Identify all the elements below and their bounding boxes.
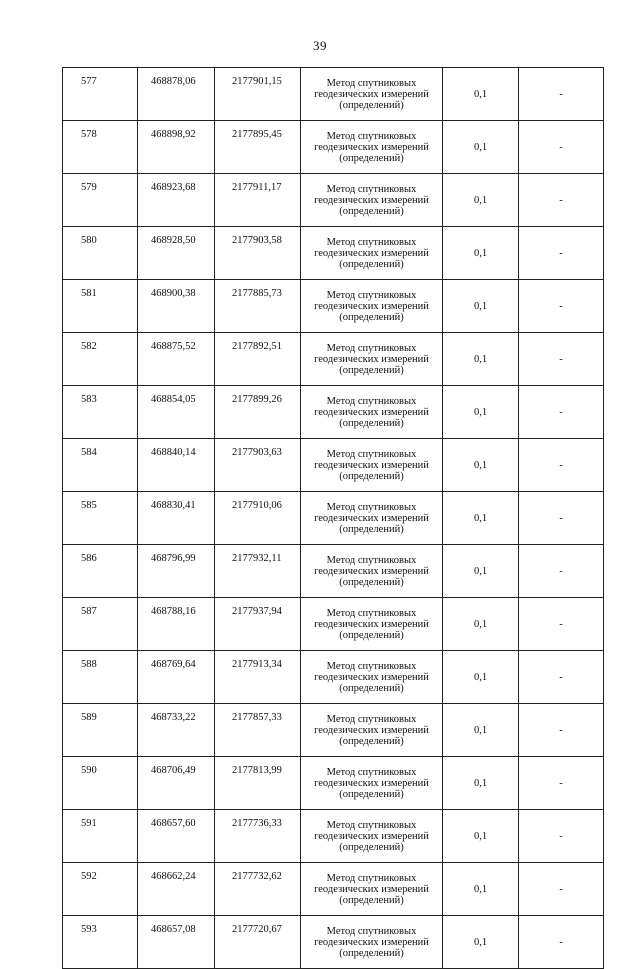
coordinate-y-cell: 2177937,94 [215,598,301,651]
method-line: (определений) [339,470,404,482]
point-number-cell: 584 [63,439,138,492]
point-number-cell: 583 [63,386,138,439]
method-cell [301,863,443,916]
method-line: геодезических измерений [314,671,429,683]
method-line: геодезических измерений [314,724,429,736]
note-cell: - [519,492,604,545]
method-cell [301,68,443,121]
method-line: Метод спутниковых [326,554,417,566]
coordinate-y-cell: 2177857,33 [215,704,301,757]
accuracy-cell: 0,1 [443,704,519,757]
coordinate-x-cell: 468840,14 [138,439,215,492]
method-line: геодезических измерений [314,88,429,100]
note-cell: - [519,68,604,121]
note-cell: - [519,121,604,174]
point-number-cell: 578 [63,121,138,174]
method-line: Метод спутниковых [326,448,417,460]
point-number-cell: 591 [63,810,138,863]
coordinate-y-cell: 2177892,51 [215,333,301,386]
accuracy-cell: 0,1 [443,545,519,598]
point-number-cell: 593 [63,916,138,969]
accuracy-cell: 0,1 [443,333,519,386]
note-cell: - [519,439,604,492]
note-cell: - [519,598,604,651]
table-row [63,651,604,704]
method-line: геодезических измерений [314,194,429,206]
table-row [63,863,604,916]
method-line: (определений) [339,364,404,376]
method-line: Метод спутниковых [326,130,417,142]
method-line: (определений) [339,417,404,429]
point-number-cell: 587 [63,598,138,651]
coordinate-x-cell: 468923,68 [138,174,215,227]
accuracy-cell: 0,1 [443,386,519,439]
table-row [63,439,604,492]
method-line: (определений) [339,205,404,217]
method-line: (определений) [339,523,404,535]
method-cell [301,704,443,757]
coordinate-y-cell: 2177885,73 [215,280,301,333]
coordinate-y-cell: 2177720,67 [215,916,301,969]
method-line: Метод спутниковых [326,766,417,778]
coordinate-x-cell: 468733,22 [138,704,215,757]
note-cell: - [519,227,604,280]
method-cell [301,757,443,810]
coordinate-x-cell: 468900,38 [138,280,215,333]
method-line: геодезических измерений [314,883,429,895]
accuracy-cell: 0,1 [443,68,519,121]
coordinate-y-cell: 2177732,62 [215,863,301,916]
method-cell [301,121,443,174]
accuracy-cell: 0,1 [443,598,519,651]
table-row [63,492,604,545]
method-cell [301,598,443,651]
accuracy-cell: 0,1 [443,863,519,916]
method-line: (определений) [339,258,404,270]
coordinate-x-cell: 468662,24 [138,863,215,916]
table-row [63,68,604,121]
table-row [63,545,604,598]
note-cell: - [519,916,604,969]
note-cell: - [519,704,604,757]
coordinate-x-cell: 468769,64 [138,651,215,704]
method-cell [301,386,443,439]
method-line: (определений) [339,152,404,164]
table-row [63,598,604,651]
method-line: (определений) [339,311,404,323]
coordinate-x-cell: 468657,60 [138,810,215,863]
point-number-cell: 579 [63,174,138,227]
coordinate-x-cell: 468854,05 [138,386,215,439]
coordinates-table [62,67,604,969]
point-number-cell: 592 [63,863,138,916]
table-row [63,810,604,863]
accuracy-cell: 0,1 [443,227,519,280]
coordinate-y-cell: 2177910,06 [215,492,301,545]
method-line: геодезических измерений [314,512,429,524]
method-line: геодезических измерений [314,300,429,312]
coordinate-x-cell: 468706,49 [138,757,215,810]
accuracy-cell: 0,1 [443,810,519,863]
method-line: Метод спутниковых [326,713,417,725]
method-line: геодезических измерений [314,936,429,948]
coordinate-y-cell: 2177911,17 [215,174,301,227]
note-cell: - [519,545,604,598]
coordinate-x-cell: 468657,08 [138,916,215,969]
point-number-cell: 586 [63,545,138,598]
method-line: (определений) [339,682,404,694]
method-cell [301,280,443,333]
table-row [63,174,604,227]
method-line: геодезических измерений [314,141,429,153]
note-cell: - [519,174,604,227]
coordinate-y-cell: 2177901,15 [215,68,301,121]
method-line: (определений) [339,99,404,111]
method-line: геодезических измерений [314,406,429,418]
point-number-cell: 585 [63,492,138,545]
method-line: Метод спутниковых [326,660,417,672]
point-number-cell: 577 [63,68,138,121]
method-line: Метод спутниковых [326,236,417,248]
method-line: (определений) [339,947,404,959]
point-number-cell: 582 [63,333,138,386]
coordinate-y-cell: 2177903,63 [215,439,301,492]
coordinate-y-cell: 2177813,99 [215,757,301,810]
table-row [63,386,604,439]
coordinate-x-cell: 468875,52 [138,333,215,386]
method-cell [301,545,443,598]
method-line: геодезических измерений [314,777,429,789]
point-number-cell: 588 [63,651,138,704]
method-line: (определений) [339,841,404,853]
method-line: геодезических измерений [314,618,429,630]
method-line: Метод спутниковых [326,607,417,619]
coordinate-x-cell: 468830,41 [138,492,215,545]
point-number-cell: 581 [63,280,138,333]
note-cell: - [519,757,604,810]
note-cell: - [519,810,604,863]
method-line: Метод спутниковых [326,183,417,195]
coordinate-y-cell: 2177899,26 [215,386,301,439]
method-cell [301,333,443,386]
method-line: Метод спутниковых [326,819,417,831]
method-line: геодезических измерений [314,353,429,365]
point-number-cell: 589 [63,704,138,757]
coordinate-y-cell: 2177903,58 [215,227,301,280]
accuracy-cell: 0,1 [443,651,519,704]
method-cell [301,492,443,545]
table-row [63,121,604,174]
table-row [63,333,604,386]
method-line: Метод спутниковых [326,872,417,884]
note-cell: - [519,333,604,386]
method-line: Метод спутниковых [326,395,417,407]
table-row [63,757,604,810]
table-row [63,916,604,969]
method-cell [301,810,443,863]
method-line: (определений) [339,629,404,641]
coordinate-y-cell: 2177932,11 [215,545,301,598]
method-line: (определений) [339,576,404,588]
table-row [63,227,604,280]
accuracy-cell: 0,1 [443,280,519,333]
method-line: Метод спутниковых [326,501,417,513]
coordinate-x-cell: 468878,06 [138,68,215,121]
method-line: Метод спутниковых [326,342,417,354]
note-cell: - [519,651,604,704]
accuracy-cell: 0,1 [443,439,519,492]
point-number-cell: 580 [63,227,138,280]
coordinate-x-cell: 468788,16 [138,598,215,651]
method-cell [301,227,443,280]
coordinates-table-body [63,68,604,969]
method-cell [301,651,443,704]
accuracy-cell: 0,1 [443,121,519,174]
method-cell [301,439,443,492]
coordinate-y-cell: 2177913,34 [215,651,301,704]
coordinate-x-cell: 468928,50 [138,227,215,280]
coordinate-x-cell: 468796,99 [138,545,215,598]
method-line: (определений) [339,788,404,800]
method-line: Метод спутниковых [326,925,417,937]
method-line: геодезических измерений [314,459,429,471]
note-cell: - [519,280,604,333]
table-row [63,704,604,757]
method-line: (определений) [339,735,404,747]
method-cell [301,916,443,969]
method-line: Метод спутниковых [326,289,417,301]
note-cell: - [519,386,604,439]
coordinate-y-cell: 2177736,33 [215,810,301,863]
method-cell [301,174,443,227]
method-line: (определений) [339,894,404,906]
accuracy-cell: 0,1 [443,757,519,810]
accuracy-cell: 0,1 [443,492,519,545]
method-line: геодезических измерений [314,247,429,259]
note-cell: - [519,863,604,916]
accuracy-cell: 0,1 [443,174,519,227]
method-line: геодезических измерений [314,565,429,577]
coordinate-x-cell: 468898,92 [138,121,215,174]
accuracy-cell: 0,1 [443,916,519,969]
point-number-cell: 590 [63,757,138,810]
method-line: Метод спутниковых [326,77,417,89]
method-line: геодезических измерений [314,830,429,842]
table-row [63,280,604,333]
coordinate-y-cell: 2177895,45 [215,121,301,174]
page-number: 39 [313,38,327,53]
